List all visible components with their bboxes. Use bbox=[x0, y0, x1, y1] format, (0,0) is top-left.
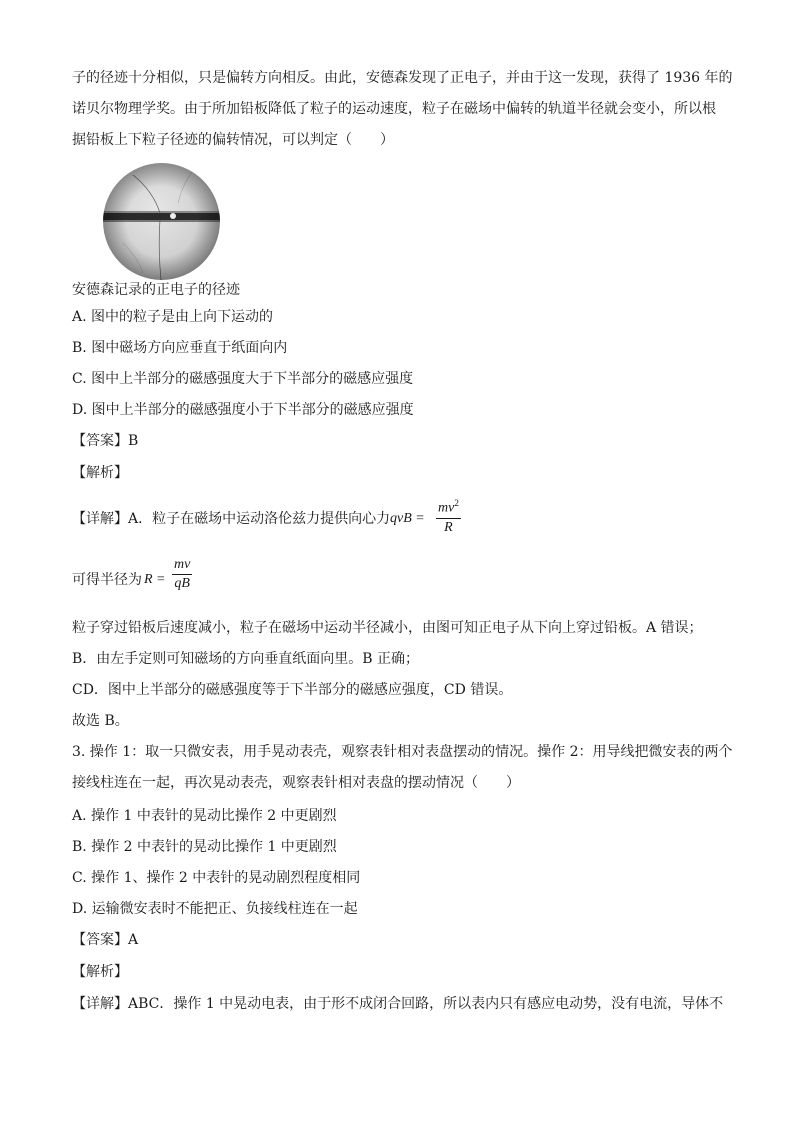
q3-stem-line-1: 3. 操作 1：取一只微安表，用手晃动表壳，观察表针相对表盘摆动的情况。操作 2：用导线把微安表的两个 bbox=[72, 744, 733, 760]
q2-conclusion: 故选 B。 bbox=[72, 713, 129, 729]
formula-lorentz-denominator: R bbox=[444, 519, 453, 535]
q2-option-d: D. 图中上半部分的磁感强度小于下半部分的磁感应强度 bbox=[72, 402, 414, 418]
q2-explain-line-1: 粒子穿过铅板后速度减小，粒子在磁场中运动半径减小，由图可知正电子从下向上穿过铅板。A 错误； bbox=[72, 620, 703, 636]
formula-lorentz-lhs: qvB = bbox=[390, 511, 425, 526]
q3-stem-line-2: 接线柱连在一起，再次晃动表壳，观察表针相对表盘的摆动情况（ ） bbox=[72, 775, 520, 791]
formula-radius-numerator: mv bbox=[174, 557, 191, 572]
formula-lorentz-fraction bbox=[436, 495, 461, 536]
paragraph-line-1: 子的径迹十分相似，只是偏转方向相反。由此，安德森发现了正电子，并由于这一发现，获得了 1936 年的 bbox=[72, 70, 733, 86]
q3-answer: 【答案】A bbox=[72, 932, 139, 948]
q2-explain-line-3: CD．图中上半部分的磁感强度等于下半部分的磁感应强度，CD 错误。 bbox=[72, 682, 513, 698]
q3-option-c: C. 操作 1、操作 2 中表针的晃动剧烈程度相同 bbox=[72, 870, 361, 886]
paragraph-line-2: 诺贝尔物理学奖。由于所加铅板降低了粒子的运动速度，粒子在磁场中偏转的轨道半径就会变小，所以根 bbox=[72, 101, 716, 117]
q2-radius-line: 可得半径为 bbox=[72, 572, 142, 588]
q2-option-c: C. 图中上半部分的磁感强度大于下半部分的磁感应强度 bbox=[72, 371, 414, 387]
q2-analysis-label: 【解析】 bbox=[72, 465, 128, 481]
formula-radius-fraction bbox=[172, 557, 192, 592]
paragraph-line-3: 据铅板上下粒子径迹的偏转情况，可以判定（ ） bbox=[72, 132, 394, 148]
positron-track-photo bbox=[103, 163, 220, 280]
q2-option-b: B. 图中磁场方向应垂直于纸面向内 bbox=[72, 340, 288, 356]
q3-analysis-label: 【解析】 bbox=[72, 964, 128, 980]
formula-radius-denominator: qB bbox=[174, 576, 190, 591]
formula-lorentz-exponent: 2 bbox=[454, 498, 459, 508]
formula-lorentz-numerator: mv bbox=[438, 500, 455, 516]
q2-option-a: A. 图中的粒子是由上向下运动的 bbox=[72, 309, 274, 325]
q3-detail-line: 【详解】ABC．操作 1 中晃动电表，由于形不成闭合回路，所以表内只有感应电动势，没有电流，导体不 bbox=[72, 996, 724, 1012]
q3-option-a: A. 操作 1 中表针的晃动比操作 2 中更剧烈 bbox=[72, 808, 337, 824]
q2-answer: 【答案】B bbox=[72, 433, 139, 449]
q2-detail-line: 【详解】A．粒子在磁场中运动洛伦兹力提供向心力 bbox=[72, 511, 391, 527]
q2-explain-line-2: B．由左手定则可知磁场的方向垂直纸面向里。B 正确； bbox=[72, 651, 420, 667]
figure-caption: 安德森记录的正电子的径迹 bbox=[72, 282, 240, 298]
q3-option-d: D. 运输微安表时不能把正、负接线柱连在一起 bbox=[72, 901, 358, 917]
q3-option-b: B. 操作 2 中表针的晃动比操作 1 中更剧烈 bbox=[72, 839, 337, 855]
formula-radius-lhs: R = bbox=[144, 572, 166, 587]
